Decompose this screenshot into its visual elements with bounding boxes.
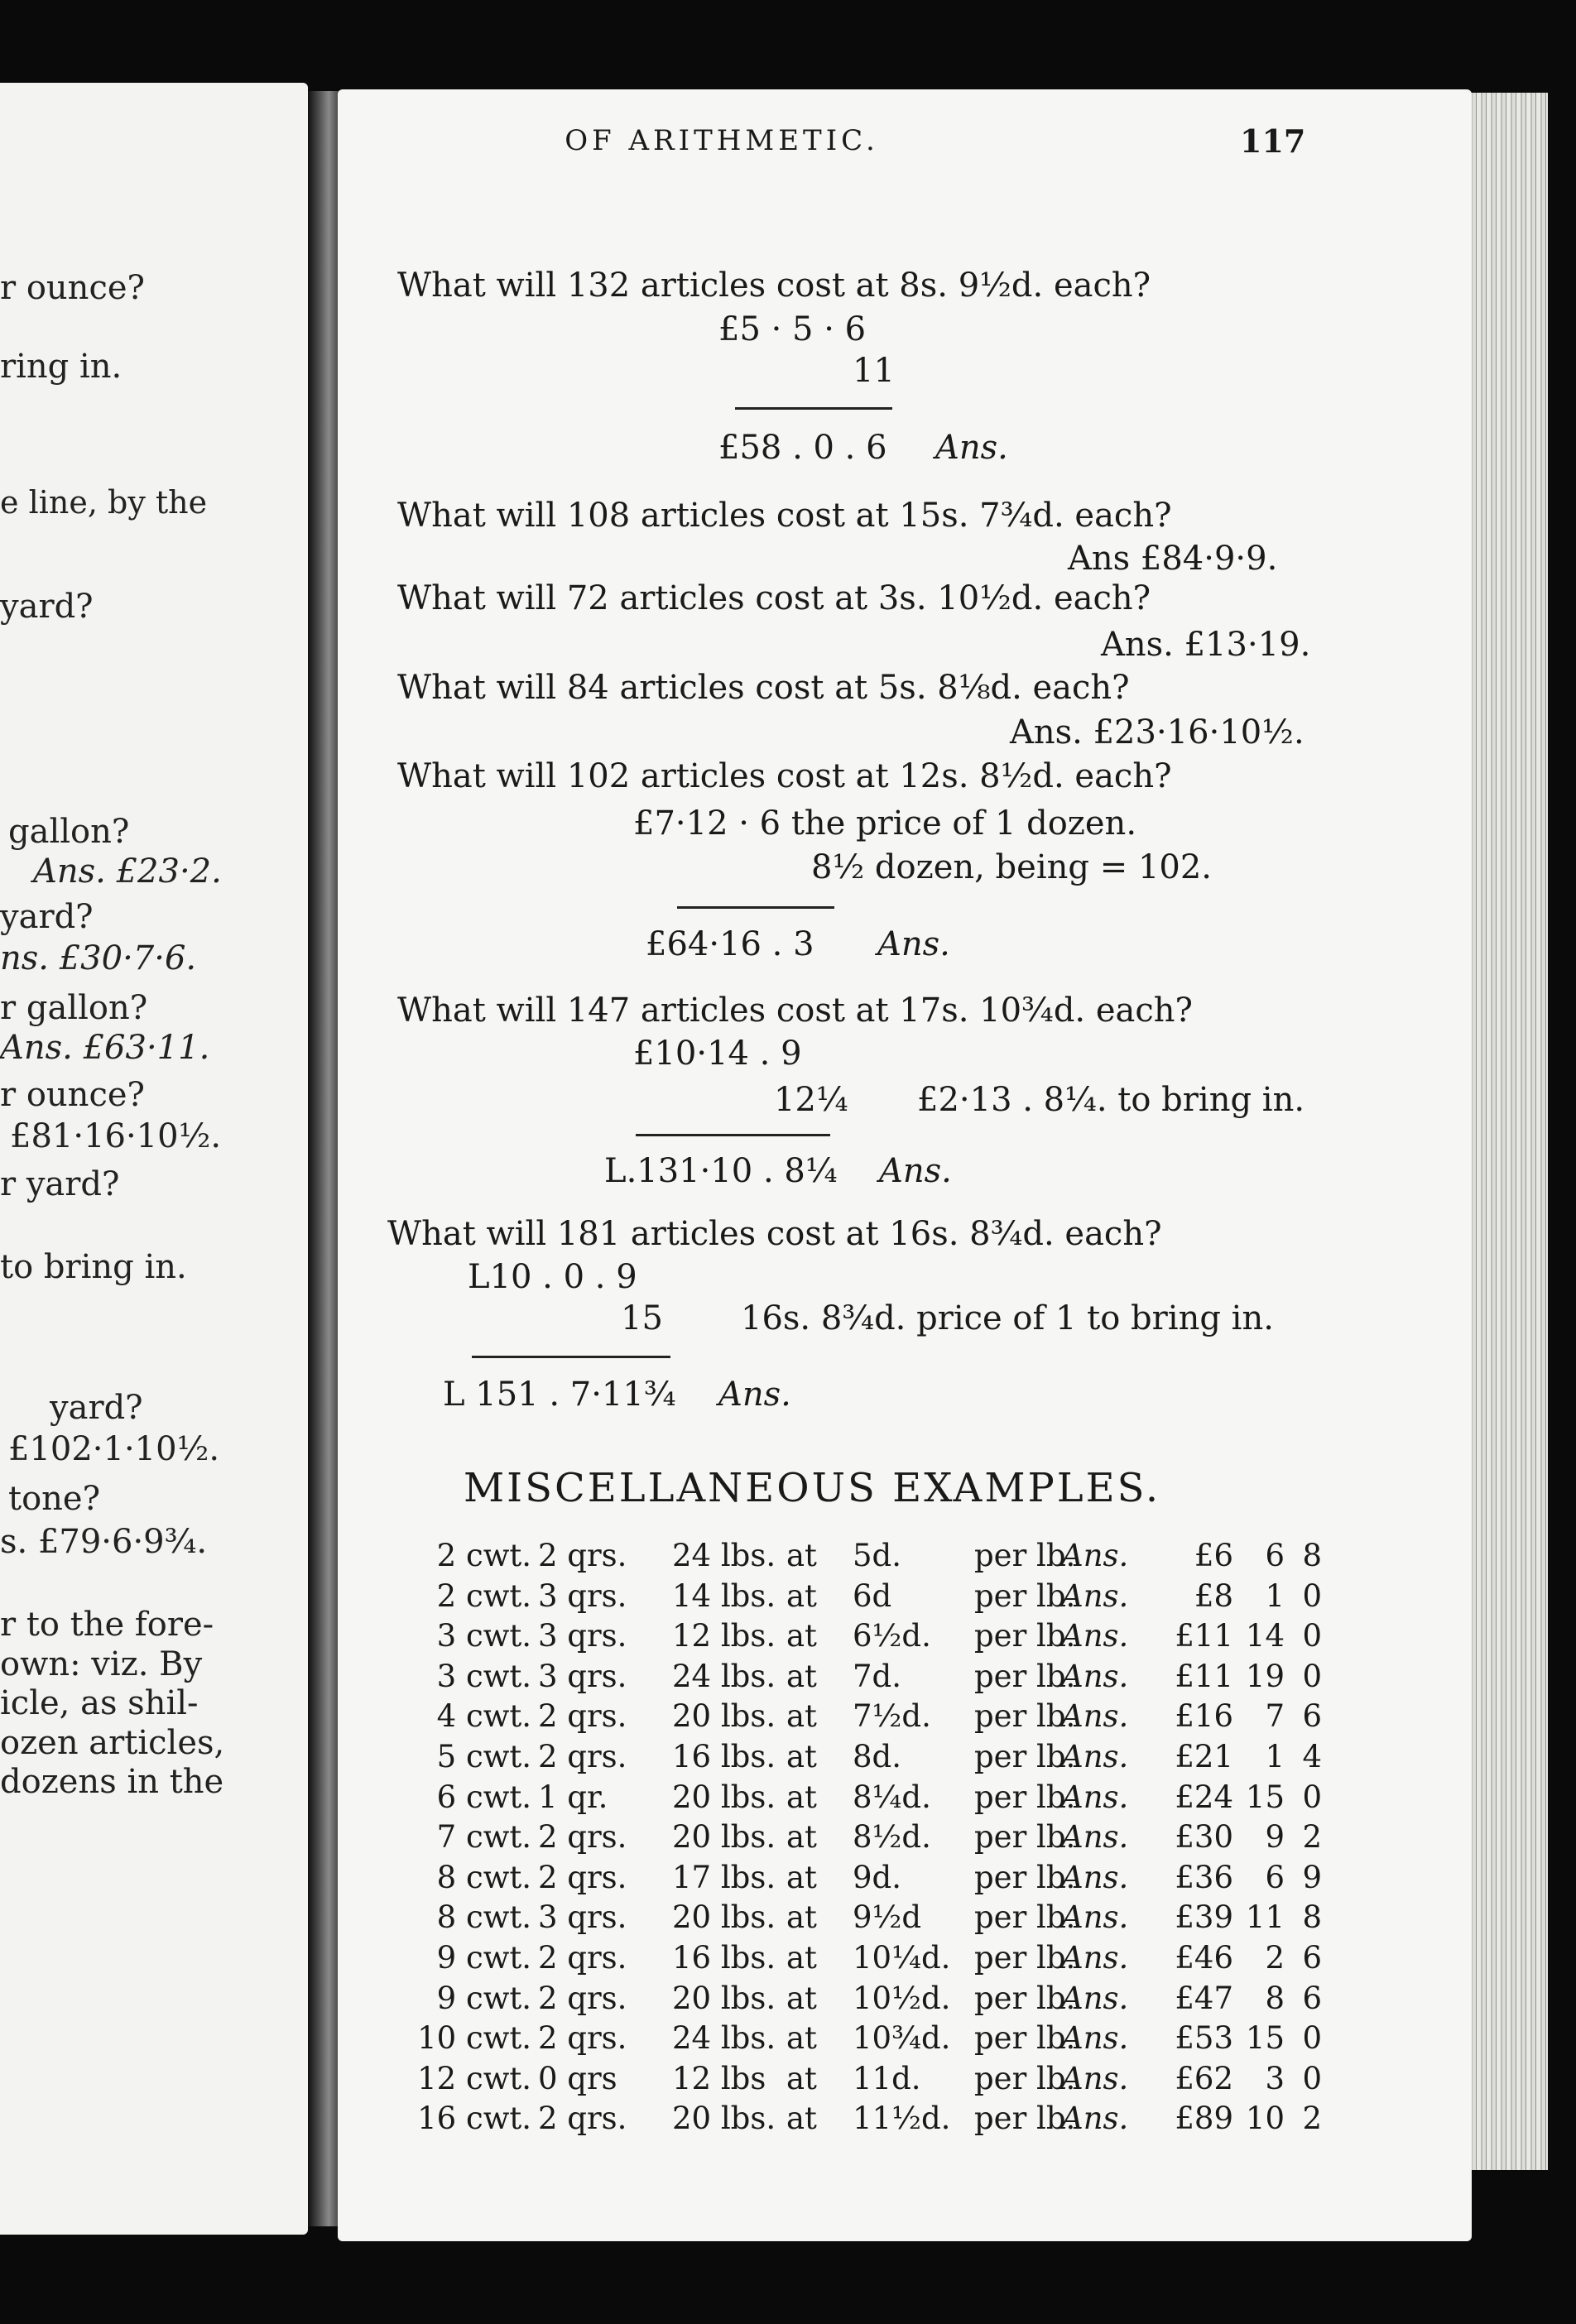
weight-lbs: 24 lbs. (672, 2020, 776, 2057)
question-text: What will 108 articles cost at 15s. 7¾d. each? (397, 497, 1172, 535)
at-word: at (786, 1658, 817, 1694)
answer-pence: 8 (1302, 1538, 1322, 1573)
answer-pence: 6 (1302, 1980, 1322, 2016)
left-text-line: ring in. (0, 348, 123, 386)
answer-value: £64·16 . 3 (646, 925, 814, 963)
answer-label: Ans. (935, 429, 1008, 467)
weight-qrs: 2 qrs. (538, 1819, 627, 1856)
table-row (399, 1940, 1334, 1981)
answer-label: Ans. (1061, 1618, 1129, 1654)
table-row (399, 1618, 1334, 1659)
at-word: at (786, 1698, 817, 1735)
answer-label: Ans. (1061, 1859, 1129, 1895)
left-text-line: s. £79·6·9¾. (0, 1523, 208, 1561)
work-line: 16s. 8¾d. price of 1 to bring in. (741, 1299, 1274, 1337)
answer-label: Ans. (1061, 1658, 1129, 1694)
weight-cwt: 10 cwt. (417, 2020, 531, 2057)
work-line: £10·14 . 9 (633, 1035, 802, 1073)
answer-value: Ans. £23·16·10½. (1010, 713, 1305, 751)
answer-pence: 2 (1302, 1819, 1322, 1856)
left-text-line: e line, by the (0, 484, 208, 521)
answer-pounds: £47 (1175, 1980, 1233, 2016)
weight-qrs: 2 qrs. (538, 1859, 627, 1895)
weight-cwt: 6 cwt. (436, 1779, 531, 1815)
per-unit: per lb. (974, 1577, 1076, 1614)
table-row (399, 1860, 1334, 1900)
weight-cwt: 16 cwt. (417, 2101, 531, 2137)
answer-pounds: £36 (1175, 1859, 1233, 1895)
answer-pence: 0 (1302, 2020, 1322, 2057)
left-text-line: r gallon? (0, 989, 148, 1027)
weight-qrs: 2 qrs. (538, 1698, 627, 1735)
at-word: at (786, 1618, 817, 1654)
weight-lbs: 12 lbs. (672, 1618, 776, 1654)
weight-cwt: 9 cwt. (436, 1980, 531, 2016)
weight-lbs: 24 lbs. (672, 1538, 776, 1573)
table-row (399, 1659, 1334, 1699)
answer-pence: 0 (1302, 1618, 1322, 1654)
per-unit: per lb. (974, 2101, 1076, 2137)
at-word: at (786, 1899, 817, 1936)
per-unit: per lb. (974, 1779, 1076, 1815)
table-row (399, 1698, 1334, 1739)
question-text: What will 132 articles cost at 8s. 9½d. each? (397, 266, 1151, 305)
weight-qrs: 2 qrs. (538, 2020, 627, 2057)
weight-lbs: 16 lbs. (672, 1939, 776, 1976)
at-word: at (786, 1538, 817, 1573)
answer-pounds: £53 (1175, 2020, 1233, 2057)
weight-cwt: 2 cwt. (436, 1538, 531, 1573)
answer-value: £58 . 0 . 6 (718, 429, 887, 467)
at-word: at (786, 2060, 817, 2096)
answer-shillings: 19 (1245, 1658, 1285, 1694)
answer-value: Ans. £13·19. (1101, 626, 1311, 664)
answer-pounds: £30 (1175, 1819, 1233, 1856)
left-text-line: ns. £30·7·6. (0, 939, 197, 977)
table-row (399, 1819, 1334, 1860)
work-line: 15 (621, 1299, 663, 1337)
work-line: 8½ dozen, being = 102. (811, 848, 1213, 886)
question-text: What will 84 articles cost at 5s. 8⅛d. each? (397, 669, 1130, 707)
answer-label: Ans. (1061, 1899, 1129, 1936)
answer-pence: 9 (1302, 1859, 1322, 1895)
left-text-line: £81·16·10½. (10, 1117, 222, 1155)
unit-price: 10¾d. (853, 2020, 951, 2057)
answer-label: Ans. (1061, 1698, 1129, 1735)
answer-shillings: 3 (1265, 2060, 1285, 2096)
table-row (399, 1538, 1334, 1578)
table-row (399, 2101, 1334, 2141)
at-word: at (786, 1738, 817, 1774)
answer-label: Ans. (877, 925, 950, 963)
answer-shillings: 1 (1265, 1738, 1285, 1774)
section-title: MISCELLANEOUS EXAMPLES. (464, 1465, 1161, 1511)
answer-label: Ans. (718, 1376, 791, 1414)
weight-lbs: 12 lbs (672, 2060, 766, 2096)
left-text-line: r ounce? (0, 1076, 145, 1114)
answer-label: Ans. (1061, 1538, 1129, 1573)
unit-price: 8½d. (853, 1819, 931, 1856)
unit-price: 9d. (853, 1859, 901, 1895)
unit-price: 7d. (853, 1658, 901, 1694)
weight-cwt: 8 cwt. (436, 1859, 531, 1895)
weight-cwt: 7 cwt. (436, 1819, 531, 1856)
weight-qrs: 3 qrs. (538, 1618, 627, 1654)
answer-shillings: 6 (1265, 1538, 1285, 1573)
weight-qrs: 3 qrs. (538, 1899, 627, 1936)
answer-pence: 0 (1302, 1658, 1322, 1694)
answer-shillings: 15 (1245, 1779, 1285, 1815)
weight-lbs: 14 lbs. (672, 1577, 776, 1614)
weight-cwt: 3 cwt. (436, 1618, 531, 1654)
weight-lbs: 20 lbs. (672, 1819, 776, 1856)
answer-pounds: £11 (1175, 1618, 1233, 1654)
at-word: at (786, 1980, 817, 2016)
table-row (399, 1578, 1334, 1619)
answer-label: Ans. (879, 1152, 952, 1190)
per-unit: per lb. (974, 1819, 1076, 1856)
unit-price: 11½d. (853, 2101, 951, 2137)
left-text-line: £102·1·10½. (8, 1430, 220, 1468)
work-line: 12¼ (774, 1081, 848, 1119)
answer-label: Ans. (1061, 2101, 1129, 2137)
weight-cwt: 9 cwt. (436, 1939, 531, 1976)
question-text: What will 181 articles cost at 16s. 8¾d. each? (387, 1215, 1162, 1253)
answer-label: Ans. (1061, 1980, 1129, 2016)
answer-pounds: £11 (1175, 1658, 1233, 1694)
table-row (399, 1981, 1334, 2021)
left-text-line: tone? (8, 1480, 101, 1518)
weight-lbs: 20 lbs. (672, 1779, 776, 1815)
left-text-line: dozens in the (0, 1763, 224, 1801)
answer-label: Ans. (1061, 1577, 1129, 1614)
left-text-line: yard? (50, 1389, 143, 1427)
answer-shillings: 11 (1245, 1899, 1285, 1936)
at-word: at (786, 2101, 817, 2137)
per-unit: per lb. (974, 1939, 1076, 1976)
answer-label: Ans. (1061, 1738, 1129, 1774)
table-row (399, 2061, 1334, 2101)
weight-qrs: 3 qrs. (538, 1658, 627, 1694)
unit-price: 6d (853, 1577, 892, 1614)
per-unit: per lb. (974, 1618, 1076, 1654)
weight-qrs: 2 qrs. (538, 1980, 627, 2016)
weight-qrs: 3 qrs. (538, 1577, 627, 1614)
at-word: at (786, 1939, 817, 1976)
weight-cwt: 12 cwt. (417, 2060, 531, 2096)
weight-lbs: 24 lbs. (672, 1658, 776, 1694)
weight-lbs: 20 lbs. (672, 2101, 776, 2137)
per-unit: per lb. (974, 1658, 1076, 1694)
left-text-line: ozen articles, (0, 1724, 225, 1762)
left-text-line: r ounce? (0, 269, 145, 307)
per-unit: per lb. (974, 1738, 1076, 1774)
weight-lbs: 20 lbs. (672, 1899, 776, 1936)
answer-pence: 8 (1302, 1899, 1322, 1936)
weight-cwt: 3 cwt. (436, 1658, 531, 1694)
answer-pounds: £89 (1175, 2101, 1233, 2137)
per-unit: per lb. (974, 2060, 1076, 2096)
answer-shillings: 7 (1265, 1698, 1285, 1735)
answer-pence: 2 (1302, 2101, 1322, 2137)
table-row (399, 1899, 1334, 1940)
weight-qrs: 2 qrs. (538, 1939, 627, 1976)
page-number: 117 (1240, 122, 1306, 160)
answer-value: Ans £84·9·9. (1068, 540, 1278, 578)
weight-cwt: 8 cwt. (436, 1899, 531, 1936)
per-unit: per lb. (974, 1899, 1076, 1936)
weight-lbs: 16 lbs. (672, 1738, 776, 1774)
per-unit: per lb. (974, 1538, 1076, 1573)
at-word: at (786, 1819, 817, 1856)
work-line: £2·13 . 8¼. to bring in. (917, 1081, 1305, 1119)
answer-pounds: £62 (1175, 2060, 1233, 2096)
unit-price: 6½d. (853, 1618, 931, 1654)
unit-price: 5d. (853, 1538, 901, 1573)
answer-pounds: £8 (1194, 1577, 1233, 1614)
examples-table (399, 1538, 1334, 2141)
answer-shillings: 10 (1245, 2101, 1285, 2137)
answer-pounds: £24 (1175, 1779, 1233, 1815)
weight-cwt: 2 cwt. (436, 1577, 531, 1614)
at-word: at (786, 1859, 817, 1895)
unit-price: 10¼d. (853, 1939, 951, 1976)
unit-price: 10½d. (853, 1980, 951, 2016)
left-text-line: yard? (0, 898, 94, 936)
answer-pounds: £39 (1175, 1899, 1233, 1936)
sum-rule (677, 906, 834, 909)
answer-pence: 0 (1302, 1577, 1322, 1614)
left-text-line: Ans. £23·2. (33, 852, 222, 891)
sum-rule (636, 1134, 830, 1136)
left-text-line: to bring in. (0, 1248, 187, 1286)
at-word: at (786, 1779, 817, 1815)
answer-shillings: 14 (1245, 1618, 1285, 1654)
answer-pounds: £46 (1175, 1939, 1233, 1976)
answer-pence: 0 (1302, 1779, 1322, 1815)
work-line: £7·12 · 6 the price of 1 dozen. (633, 804, 1137, 843)
answer-pounds: £6 (1194, 1538, 1233, 1573)
weight-lbs: 20 lbs. (672, 1698, 776, 1735)
answer-shillings: 6 (1265, 1859, 1285, 1895)
work-line: L10 . 0 . 9 (468, 1258, 637, 1296)
sum-rule (472, 1356, 670, 1358)
weight-lbs: 20 lbs. (672, 1980, 776, 2016)
answer-label: Ans. (1061, 1819, 1129, 1856)
answer-pence: 0 (1302, 2060, 1322, 2096)
left-text-line: yard? (0, 588, 94, 626)
left-text-line: icle, as shil- (0, 1684, 199, 1722)
answer-pence: 6 (1302, 1939, 1322, 1976)
left-text-line: r yard? (0, 1165, 120, 1203)
left-text-line: gallon? (8, 813, 130, 851)
answer-shillings: 9 (1265, 1819, 1285, 1856)
answer-shillings: 15 (1245, 2020, 1285, 2057)
unit-price: 8¼d. (853, 1779, 931, 1815)
unit-price: 9½d (853, 1899, 922, 1936)
per-unit: per lb. (974, 1698, 1076, 1735)
answer-label: Ans. (1061, 2060, 1129, 2096)
answer-shillings: 1 (1265, 1577, 1285, 1614)
left-page (0, 83, 308, 2235)
work-line: £5 · 5 · 6 (718, 310, 867, 348)
weight-qrs: 1 qr. (538, 1779, 608, 1815)
answer-shillings: 8 (1265, 1980, 1285, 2016)
running-head: OF ARITHMETIC. (565, 124, 879, 157)
answer-label: Ans. (1061, 2020, 1129, 2057)
question-text: What will 72 articles cost at 3s. 10½d. each? (397, 579, 1151, 617)
answer-label: Ans. (1061, 1779, 1129, 1815)
question-text: What will 102 articles cost at 12s. 8½d. each? (397, 757, 1172, 795)
per-unit: per lb. (974, 2020, 1076, 2057)
unit-price: 11d. (853, 2060, 921, 2096)
weight-qrs: 2 qrs. (538, 1538, 627, 1573)
weight-lbs: 17 lbs. (672, 1859, 776, 1895)
answer-label: Ans. (1061, 1939, 1129, 1976)
left-text-line: r to the fore- (0, 1606, 214, 1644)
table-row (399, 1739, 1334, 1779)
unit-price: 8d. (853, 1738, 901, 1774)
at-word: at (786, 1577, 817, 1614)
answer-pence: 6 (1302, 1698, 1322, 1735)
table-row (399, 1779, 1334, 1820)
unit-price: 7½d. (853, 1698, 931, 1735)
sum-rule (735, 407, 892, 410)
weight-cwt: 5 cwt. (436, 1738, 531, 1774)
weight-cwt: 4 cwt. (436, 1698, 531, 1735)
left-text-line: Ans. £63·11. (0, 1029, 210, 1067)
answer-pounds: £21 (1175, 1738, 1233, 1774)
table-row (399, 2020, 1334, 2061)
at-word: at (786, 2020, 817, 2057)
answer-shillings: 2 (1265, 1939, 1285, 1976)
answer-value: L.131·10 . 8¼ (604, 1152, 838, 1190)
work-line: 11 (853, 352, 895, 390)
weight-qrs: 2 qrs. (538, 2101, 627, 2137)
answer-pounds: £16 (1175, 1698, 1233, 1735)
weight-qrs: 0 qrs (538, 2060, 617, 2096)
weight-qrs: 2 qrs. (538, 1738, 627, 1774)
per-unit: per lb. (974, 1859, 1076, 1895)
question-text: What will 147 articles cost at 17s. 10¾d. each? (397, 992, 1193, 1030)
per-unit: per lb. (974, 1980, 1076, 2016)
answer-pence: 4 (1302, 1738, 1322, 1774)
left-text-line: own: viz. By (0, 1645, 203, 1683)
answer-value: L 151 . 7·11¾ (443, 1376, 676, 1414)
